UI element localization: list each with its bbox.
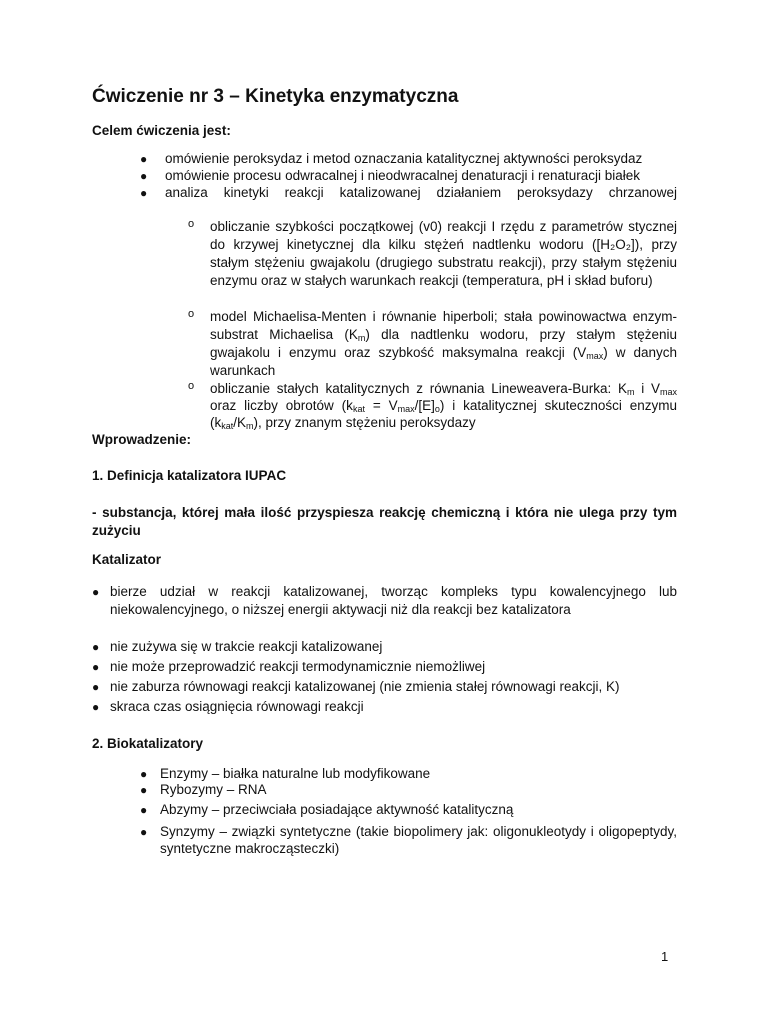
catalyst-item: nie zaburza równowagi reakcji katalizowanej (nie zmienia stałej równowagi reakcji, K)	[110, 679, 620, 694]
biocatalyst-item: Abzymy – przeciwciała posiadające aktywność katalityczną	[160, 802, 514, 817]
bullet-icon: ●	[92, 660, 100, 674]
bullet-icon: ●	[140, 186, 148, 200]
page-number: 1	[661, 949, 669, 964]
intro-heading: Wprowadzenie:	[92, 432, 192, 447]
bullet-icon: ●	[140, 767, 148, 781]
goal-item: omówienie procesu odwracalnej i nieodwracalnej denaturacji i renaturacji białek	[165, 168, 641, 183]
circle-bullet-icon: o	[188, 218, 195, 230]
bullet-icon: ●	[140, 803, 148, 817]
subgoal-item: obliczanie szybkości początkowej (v0) reakcji I rzędu z parametrów stycznej do krzywej kinetycznej dla kilku stężeń nadtlenku wodoru ([H₂O₂]), przy stałym stężeniu gwajakolu (drugiego substratu reakcji), przy stałym stężeniu enzymu oraz w stałych warunkach reakcji (temperatura, pH i skład buforu)	[210, 219, 677, 288]
biocatalyst-item: Rybozymy – RNA	[160, 782, 267, 797]
bullet-icon: ●	[140, 783, 148, 797]
bullet-icon: ●	[140, 169, 148, 183]
section1-heading: 1. Definicja katalizatora IUPAC	[92, 468, 287, 483]
catalyst-item: skraca czas osiągnięcia równowagi reakcji	[110, 699, 364, 714]
subgoal-item: obliczanie stałych katalitycznych z równania Lineweavera-Burka: $K_m$ i $V_{max}$ oraz liczby obrotów $(k_{kat} = V_{max}/[E]_o)$ i katalitycznej skuteczności enzymu $(k_{kat}/K_m)$, przy znanym stężeniu peroksydazy	[210, 381, 678, 431]
section2-heading: 2. Biokatalizatory	[92, 736, 204, 751]
catalyst-item: bierze udział w reakcji katalizowanej, tworząc kompleks typu kowalencyjnego lub niekowalencyjnego, o niższej energii aktywacji niż dla reakcji bez katalizatora	[110, 584, 677, 617]
biocatalyst-item: Synzymy – związki syntetyczne (takie biopolimery jak: oligonukleotydy i oligopeptydy, syntetyczne makrocząsteczki)	[160, 824, 677, 856]
goal-item: omówienie peroksydaz i metod oznaczania katalitycznej aktywności peroksydaz	[165, 151, 643, 166]
bullet-icon: ●	[140, 825, 148, 839]
catalyst-item: nie zużywa się w trakcie reakcji katalizowanej	[110, 639, 383, 654]
circle-bullet-icon: o	[188, 308, 195, 320]
catalyst-item: nie może przeprowadzić reakcji termodynamicznie niemożliwej	[110, 659, 486, 674]
bullet-icon: ●	[92, 585, 100, 599]
definition-text: - substancja, której mała ilość przyspiesza reakcję chemiczną i która nie ulega przy tym zużyciu	[92, 505, 677, 538]
bullet-icon: ●	[140, 152, 148, 166]
goal-heading: Celem ćwiczenia jest:	[92, 123, 231, 138]
page-title: Ćwiczenie nr 3 – Kinetyka enzymatyczna	[92, 86, 459, 107]
goal-item: analiza kinetyki reakcji katalizowanej działaniem peroksydazy chrzanowej	[165, 185, 677, 200]
bullet-icon: ●	[92, 700, 100, 714]
bullet-icon: ●	[92, 680, 100, 694]
bullet-icon: ●	[92, 640, 100, 654]
biocatalyst-item: Enzymy – białka naturalne lub modyfikowane	[160, 766, 431, 781]
subgoal-item: model Michaelisa-Menten i równanie hiperboli; stała powinowactwa enzym-substrat Michaelisa $(K_m)$ dla nadtlenku wodoru, przy stałym stężeniu gwajakolu i enzymu oraz szybkość maksymalna reakcji $(V_{max})$ w danych warunkach	[210, 309, 678, 378]
catalyst-heading: Katalizator	[92, 552, 162, 567]
circle-bullet-icon: o	[188, 380, 195, 392]
